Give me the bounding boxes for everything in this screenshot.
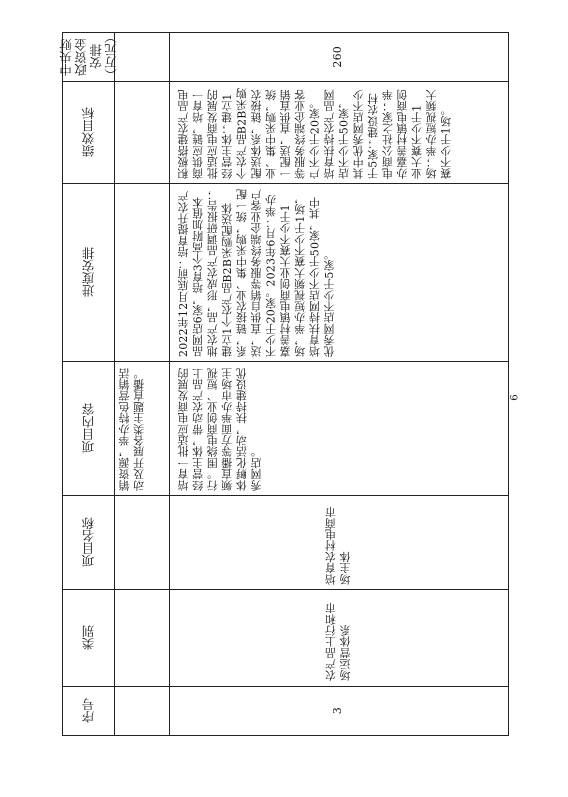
seq-header-text: 序号 <box>81 698 96 723</box>
category-header <box>63 589 114 686</box>
table-portrait <box>58 31 509 736</box>
seq-header <box>63 686 114 735</box>
col-line <box>63 361 508 362</box>
row3-content-text: 培育一批适应电商发展的经营主体，带动农产品上行。围绕电商创业、短视频直播等方面举办市场主体孵化活动，扶持建设优秀网店。 <box>177 367 263 491</box>
row3-schedule <box>173 185 505 359</box>
schedule-header <box>63 183 114 361</box>
row3-category <box>173 593 505 683</box>
prev-row-content <box>114 365 169 493</box>
row3-project-name <box>173 499 505 587</box>
page-number-text: 6 <box>509 394 521 401</box>
prev-row-divider <box>169 33 170 735</box>
row3-performance <box>173 85 505 181</box>
row3-funding <box>169 33 508 81</box>
row3-schedule-text: 2022年12月底前：培育提升农产品网店6家，培育3个高附加值本地农产品，形成农产品调研报告；建立1个农产品B2B采购配送体系，链接农业、集中采购，统一配送，直供自销等服务终端企业客户不少于20家。2023年6月：举办嘉善村镇电商创业大赛不少于1场，举办短视频大赛不少于1场，培育扶持网店不少于50家，其中优秀网店不少于5家。 <box>177 189 336 357</box>
content-header <box>63 361 114 495</box>
category-header-text: 类别 <box>81 625 96 650</box>
row3-funding-text: 260 <box>331 46 345 68</box>
performance-header <box>63 81 114 183</box>
prev-row-content-text: 销资源，举办特色营销活动及开展各类主题直播。 <box>118 367 146 491</box>
row3-performance-text: 积极搭建农产品电商供应链，培育一批适应电商发展的经营主体；建立1个农产品B2B采购配送体系，链接农业、集中采购，统一配送，直供直销等服务终端企业客户不少于20家。培育扶持农产品网店不少于50家，其中优秀网店不少于5家；建设农村电商公社之家；举办嘉善村镇电商创业大赛不少于1场；举办短视频大赛不少于1场。 <box>177 88 453 179</box>
row3-seq-text: 3 <box>331 706 345 715</box>
row3-seq <box>169 686 508 735</box>
row3-category-text: 农产品上行和市场运营体系 <box>324 602 352 681</box>
col-line <box>63 183 508 184</box>
col-line <box>63 589 508 590</box>
col-line <box>63 495 508 496</box>
schedule-header-text: 进度安排 <box>81 247 96 297</box>
project-name-header <box>63 495 114 589</box>
performance-header-text: 绩效目标 <box>81 107 96 157</box>
row3-project-name-text: 培育农村电商市场主体 <box>324 506 352 585</box>
row3-content <box>173 365 505 493</box>
funding-header <box>58 31 119 81</box>
funding-header-text: 中央财政资金安排（万元） <box>58 31 119 81</box>
col-line <box>63 81 508 82</box>
page-number <box>510 394 521 400</box>
project-name-header-text: 项目名称 <box>81 517 96 567</box>
content-header-text: 项目内容 <box>81 403 96 453</box>
